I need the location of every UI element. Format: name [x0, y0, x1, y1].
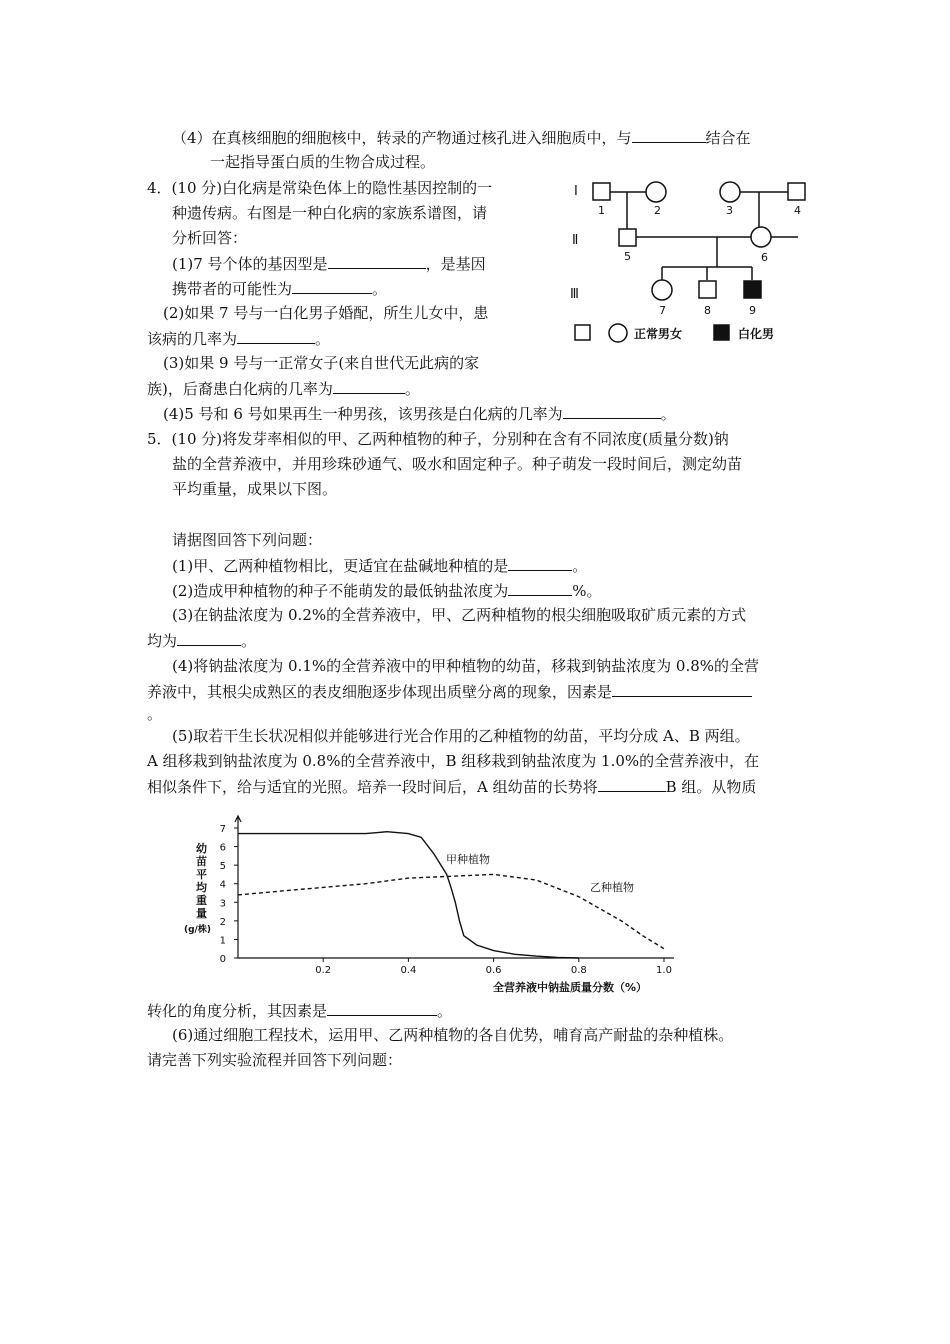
gen-label-2: Ⅱ: [572, 233, 579, 248]
answer-blank[interactable]: [598, 776, 666, 792]
x-tick-label: 0.4: [400, 965, 417, 976]
individual-9-affected-male: [744, 281, 761, 298]
q5-p3-line1: (3)在钠盐浓度为 0.2%的全营养液中，甲、乙两种植物的根尖细胞吸取矿质元素的方式: [172, 606, 747, 624]
q4-p4: (4)5 号和 6 号如果再生一种男孩，该男孩是白化病的几率为 。: [163, 405, 676, 423]
q5-p5-line2: A 组移栽到钠盐浓度为 0.8%的全营养液中，B 组移栽到钠盐浓度为 1.0%的全营养液中，在: [147, 752, 760, 770]
q4-p3-line2: 族)，后裔患白化病的几率为 。: [147, 380, 420, 398]
q4-intro-3: 分析回答：: [172, 229, 248, 247]
answer-blank[interactable]: [237, 328, 315, 344]
q5-intro-3: 平均重量，成果以下图。: [172, 480, 338, 498]
q5-p4-line2: 养液中，其根尖成熟区的表皮细胞逐步体现出质壁分离的现象，因素是: [147, 681, 752, 702]
series-label-yi: 乙种植物: [590, 881, 634, 894]
legend-normal-female-icon: [609, 324, 627, 342]
id-label-1: 1: [598, 204, 605, 217]
individual-2-female: [646, 182, 666, 202]
individual-6-female: [751, 227, 771, 247]
series-label-jia: 甲种植物: [446, 853, 490, 866]
q3-4-line1: （4）在真核细胞的细胞核中，转录的产物通过核孔进入细胞质中，与 结合在: [172, 129, 751, 147]
answer-blank[interactable]: [327, 1000, 437, 1016]
q5-p5-line3: 相似条件下，给与适宜的光照。培养一段时间后，A 组幼苗的长势将 B 组。从物质: [147, 778, 757, 796]
y-axis-label: 幼苗平均重量(g/株): [184, 842, 211, 935]
x-tick-label: 0.6: [485, 965, 502, 976]
q5-p6-line2: 请完善下列实验流程并回答下列问题：: [147, 1051, 403, 1069]
x-tick-label: 1.0: [656, 965, 672, 976]
q5-intro-2: 盐的全营养液中，并用珍珠砂通气、吸水和固定种子。种子萌发一段时间后，测定幼苗: [172, 455, 743, 473]
legend-affected-male-icon: [714, 325, 729, 340]
series-line-jia: [238, 832, 579, 958]
q5-p5-line4: 转化的角度分析，其因素是 。: [147, 1002, 453, 1020]
answer-blank[interactable]: [333, 378, 405, 394]
answer-blank[interactable]: [328, 253, 426, 269]
y-tick-label: 5: [219, 861, 226, 873]
id-label-2: 2: [654, 204, 661, 217]
pedigree-chart: [562, 172, 812, 352]
y-tick-label: 4: [219, 879, 226, 891]
individual-7-female: [652, 280, 672, 300]
q4-intro-2: 种遗传病。右图是一种白化病的家族系谱图，请: [172, 204, 488, 222]
y-tick-label: 1: [219, 935, 226, 947]
q5-p2: (2)造成甲种植物的种子不能萌发的最低钠盐浓度为 %。: [172, 582, 602, 600]
q5-ask: 请据图回答下列问题：: [172, 531, 323, 549]
answer-blank[interactable]: [632, 127, 706, 143]
id-label-6: 6: [761, 251, 768, 264]
q4-p2-line1: (2)如果 7 号与一白化男子婚配，所生儿女中，患: [163, 304, 489, 322]
answer-blank[interactable]: [563, 403, 661, 419]
individual-3-female: [720, 182, 740, 202]
y-tick-label: 2: [219, 916, 226, 928]
q5-p6-line1: (6)通过细胞工程技术，运用甲、乙两种植物的各自优势，哺育高产耐盐的杂种植株。: [172, 1026, 734, 1044]
legend-normal-male-icon: [575, 325, 590, 340]
gen-label-3: Ⅲ: [570, 287, 579, 302]
q5-p3-line2: 均为 。: [147, 632, 257, 650]
q3-4-line2: 一起指导蛋白质的生物合成过程。: [210, 153, 436, 171]
salt-tolerance-chart: [170, 808, 710, 998]
individual-1-male: [593, 183, 610, 200]
q5-p4-line3: 。: [147, 705, 163, 723]
answer-blank[interactable]: [292, 278, 372, 294]
individual-8-male: [699, 281, 716, 298]
y-tick-label: 7: [219, 824, 226, 835]
x-tick-label: 0.2: [315, 965, 332, 976]
id-label-8: 8: [704, 304, 711, 317]
id-label-3: 3: [726, 204, 733, 217]
q4-intro-1: 4．(10 分)白化病是常染色体上的隐性基因控制的一: [147, 179, 493, 197]
q5-p4-line1: (4)将钠盐浓度为 0.1%的全营养液中的甲种植物的幼苗，移栽到钠盐浓度为 0.8%的全营: [172, 657, 760, 675]
q4-p3-line1: (3)如果 9 号与一正常女子(来自世代无此病的家: [163, 354, 480, 372]
individual-5-male: [619, 229, 636, 246]
id-label-4: 4: [794, 204, 801, 217]
q5-p1: (1)甲、乙两种植物相比，更适宜在盐碱地种植的是 。: [172, 557, 588, 575]
legend-affected-label: 白化男: [738, 327, 775, 341]
legend-normal-label: 正常男女: [634, 327, 683, 341]
y-tick-label: 6: [219, 842, 226, 854]
q4-p2-line2: 该病的几率为 。: [147, 330, 331, 348]
answer-blank[interactable]: [612, 681, 752, 697]
answer-blank[interactable]: [177, 630, 241, 646]
x-tick-label: 0.8: [570, 965, 587, 976]
y-tick-label: 0: [219, 954, 226, 965]
answer-blank[interactable]: [508, 555, 572, 571]
id-label-5: 5: [624, 250, 631, 263]
x-axis-label: 全营养液中钠盐质量分数（%）: [492, 981, 648, 994]
y-tick-label: 3: [219, 898, 226, 910]
individual-4-male: [788, 183, 805, 200]
answer-blank[interactable]: [508, 580, 572, 596]
q4-p1-line2: 携带者的可能性为 。: [172, 280, 388, 298]
id-label-7: 7: [659, 304, 666, 317]
q5-p5-line1: (5)取若干生长状况相似并能够进行光合作用的乙种植物的幼苗，平均分成 A、B 两组。: [172, 727, 750, 745]
q5-intro-1: 5．(10 分)将发芽率相似的甲、乙两种植物的种子，分别种在含有不同浓度(质量分数)钠: [147, 430, 729, 448]
q4-p1-line1: (1)7 号个体的基因型是 ，是基因: [172, 255, 486, 273]
id-label-9: 9: [749, 304, 756, 317]
gen-label-1: Ⅰ: [574, 184, 578, 199]
